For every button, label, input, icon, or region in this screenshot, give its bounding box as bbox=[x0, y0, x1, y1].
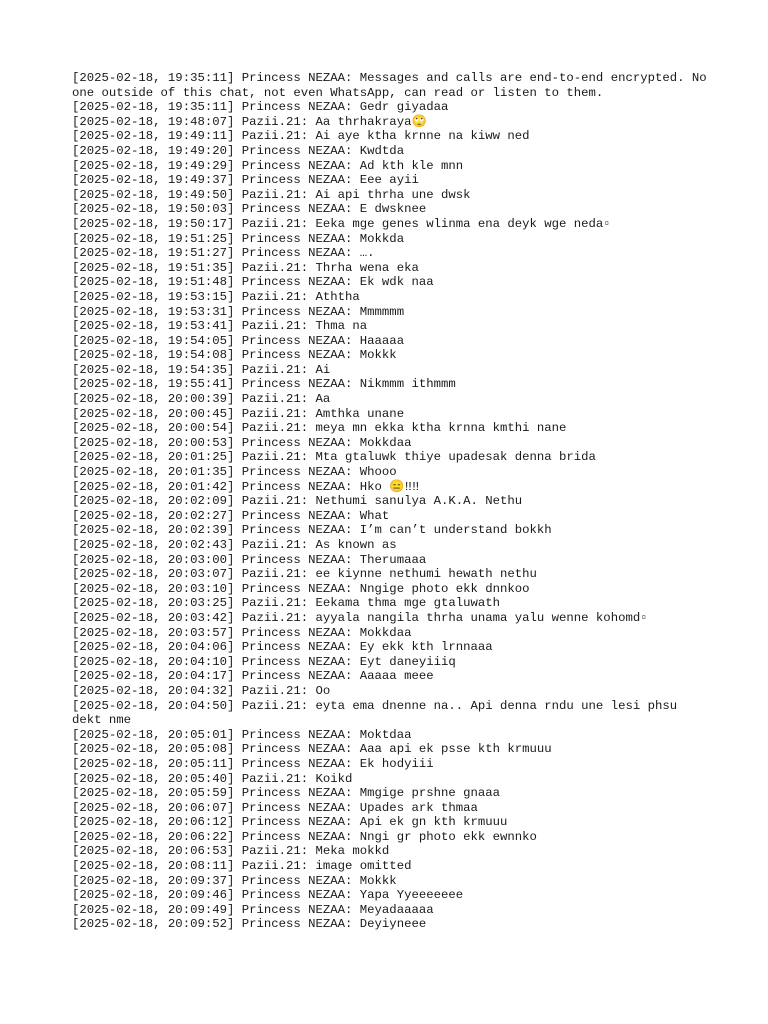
message-line: [2025-02-18, 20:04:50] Pazii.21: eyta ema dnenne na.. Api denna rndu une lesi phsu dekt nme bbox=[72, 698, 685, 728]
message-line: [2025-02-18, 20:05:40] Pazii.21: Koikd bbox=[72, 771, 353, 786]
message-line: [2025-02-18, 20:06:53] Pazii.21: Meka mokkd bbox=[72, 844, 390, 859]
message-line: [2025-02-18, 20:02:39] Princess NEZAA: I’m can’t understand bokkh bbox=[72, 523, 552, 538]
message-line: [2025-02-18, 20:03:25] Pazii.21: Eekama thma mge gtaluwath bbox=[72, 596, 501, 611]
message-line: [2025-02-18, 20:03:07] Pazii.21: ee kiynne nethumi hewath nethu bbox=[72, 567, 537, 582]
message-line: [2025-02-18, 20:01:25] Pazii.21: Mta gtaluwk thiye upadesak denna brida bbox=[72, 450, 596, 465]
message-line: [2025-02-18, 20:03:10] Princess NEZAA: Nngige photo ekk dnnkoo bbox=[72, 581, 530, 596]
message-line: [2025-02-18, 19:49:50] Pazii.21: Ai api thrha une dwsk bbox=[72, 187, 471, 202]
message-line: [2025-02-18, 19:53:31] Princess NEZAA: Mmmmmm bbox=[72, 304, 405, 319]
message-line: [2025-02-18, 20:03:57] Princess NEZAA: Mokkdaa bbox=[72, 625, 412, 640]
message-line: [2025-02-18, 20:09:46] Princess NEZAA: Yapa Yyeeeeeee bbox=[72, 888, 464, 903]
message-line: [2025-02-18, 19:53:41] Pazii.21: Thma na bbox=[72, 319, 368, 334]
message-line: [2025-02-18, 19:51:25] Princess NEZAA: Mokkda bbox=[72, 231, 405, 246]
message-line: [2025-02-18, 19:54:35] Pazii.21: Ai bbox=[72, 362, 331, 377]
message-line: [2025-02-18, 19:35:11] Princess NEZAA: Messages and calls are end-to-end encrypted. No one outside of this chat, not even WhatsApp, can read or listen to them. bbox=[72, 71, 715, 100]
message-line: [2025-02-18, 19:53:15] Pazii.21: Aththa bbox=[72, 289, 360, 304]
message-line: [2025-02-18, 19:35:11] Princess NEZAA: Gedr giyadaa bbox=[72, 100, 449, 115]
message-line: [2025-02-18, 20:05:11] Princess NEZAA: Ek hodyiii bbox=[72, 756, 434, 771]
message-line: [2025-02-18, 20:06:07] Princess NEZAA: Upades ark thmaa bbox=[72, 800, 478, 815]
message-line: [2025-02-18, 20:08:11] Pazii.21: image omitted bbox=[72, 859, 412, 874]
message-line: [2025-02-18, 19:51:35] Pazii.21: Thrha wena eka bbox=[72, 260, 419, 275]
message-line: [2025-02-18, 19:51:27] Princess NEZAA: …. bbox=[72, 246, 375, 261]
chat-transcript bbox=[72, 71, 715, 932]
message-line: [2025-02-18, 20:02:09] Pazii.21: Nethumi sanulya A.K.A. Nethu bbox=[72, 494, 523, 509]
message-line: [2025-02-18, 20:00:54] Pazii.21: meya mn ekka ktha krnna kmthi nane bbox=[72, 421, 567, 436]
message-line: [2025-02-18, 19:49:11] Pazii.21: Ai aye ktha krnne na kiww ned bbox=[72, 129, 530, 144]
message-line: [2025-02-18, 20:01:35] Princess NEZAA: Whooo bbox=[72, 465, 397, 480]
message-line: [2025-02-18, 20:04:10] Princess NEZAA: Eyt daneyiiiq bbox=[72, 654, 456, 669]
message-line: [2025-02-18, 20:01:42] Princess NEZAA: Hko 😑‼‼ bbox=[72, 479, 420, 494]
message-line: [2025-02-18, 20:00:45] Pazii.21: Amthka unane bbox=[72, 406, 405, 421]
message-line: [2025-02-18, 19:55:41] Princess NEZAA: Nikmmm ithmmm bbox=[72, 377, 456, 392]
message-line: [2025-02-18, 20:02:27] Princess NEZAA: What bbox=[72, 508, 390, 523]
message-line: [2025-02-18, 19:50:17] Pazii.21: Eeka mge genes wlinma ena deyk wge neda▫ bbox=[72, 216, 611, 231]
message-line: [2025-02-18, 20:04:32] Pazii.21: Oo bbox=[72, 683, 331, 698]
message-line: [2025-02-18, 19:51:48] Princess NEZAA: Ek wdk naa bbox=[72, 275, 434, 290]
message-line: [2025-02-18, 19:54:08] Princess NEZAA: Mokkk bbox=[72, 348, 397, 363]
message-line: [2025-02-18, 20:03:42] Pazii.21: ayyala nangila thrha unama yalu wenne kohomd▫ bbox=[72, 610, 648, 625]
message-line: [2025-02-18, 20:09:52] Princess NEZAA: Deyiyneee bbox=[72, 917, 427, 932]
message-line: [2025-02-18, 20:05:01] Princess NEZAA: Moktdaa bbox=[72, 727, 412, 742]
message-line: [2025-02-18, 20:09:37] Princess NEZAA: Mokkk bbox=[72, 873, 397, 888]
message-line: [2025-02-18, 20:06:12] Princess NEZAA: Api ek gn kth krmuuu bbox=[72, 815, 508, 830]
message-line: [2025-02-18, 20:09:49] Princess NEZAA: Meyadaaaaa bbox=[72, 902, 434, 917]
message-line: [2025-02-18, 20:04:17] Princess NEZAA: Aaaaa meee bbox=[72, 669, 434, 684]
message-line: [2025-02-18, 19:48:07] Pazii.21: Aa thrhakraya🙄 bbox=[72, 114, 427, 129]
message-line: [2025-02-18, 19:49:37] Princess NEZAA: Eee ayii bbox=[72, 173, 419, 188]
message-line: [2025-02-18, 20:05:59] Princess NEZAA: Mmgige prshne gnaaa bbox=[72, 786, 501, 801]
message-line: [2025-02-18, 20:00:39] Pazii.21: Aa bbox=[72, 392, 331, 407]
message-line: [2025-02-18, 20:06:22] Princess NEZAA: Nngi gr photo ekk ewnnko bbox=[72, 829, 537, 844]
message-line: [2025-02-18, 19:49:20] Princess NEZAA: Kwdtda bbox=[72, 143, 405, 158]
message-line: [2025-02-18, 19:50:03] Princess NEZAA: E dwsknee bbox=[72, 202, 427, 217]
message-line: [2025-02-18, 20:00:53] Princess NEZAA: Mokkdaa bbox=[72, 435, 412, 450]
message-line: [2025-02-18, 20:04:06] Princess NEZAA: Ey ekk kth lrnnaaa bbox=[72, 640, 493, 655]
message-list bbox=[72, 71, 715, 932]
message-line: [2025-02-18, 20:03:00] Princess NEZAA: Therumaaa bbox=[72, 552, 427, 567]
message-line: [2025-02-18, 20:05:08] Princess NEZAA: Aaa api ek psse kth krmuuu bbox=[72, 742, 552, 757]
message-line: [2025-02-18, 19:54:05] Princess NEZAA: Haaaaa bbox=[72, 333, 405, 348]
message-line: [2025-02-18, 19:49:29] Princess NEZAA: Ad kth kle mnn bbox=[72, 158, 464, 173]
message-line: [2025-02-18, 20:02:43] Pazii.21: As known as bbox=[72, 538, 397, 552]
